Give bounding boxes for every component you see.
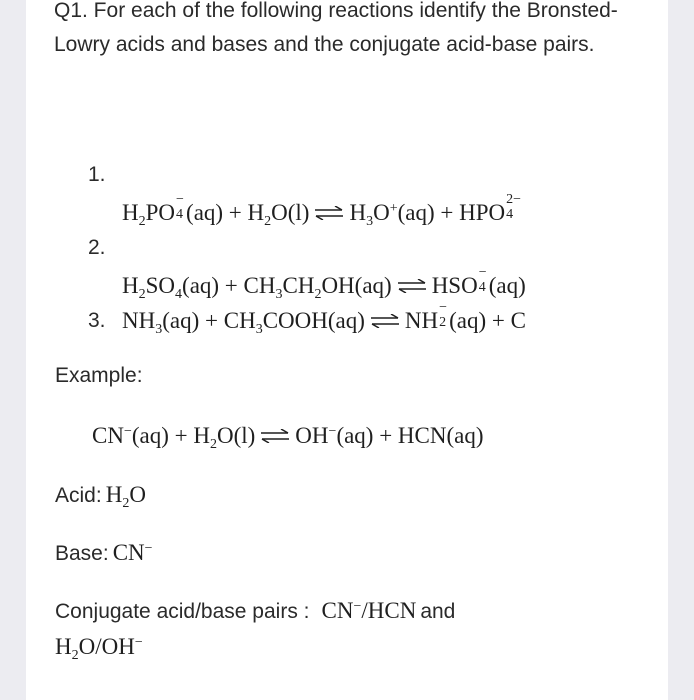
equilibrium-arrow-icon bbox=[370, 314, 400, 328]
pairs-and: and bbox=[420, 600, 456, 623]
pairs-line bbox=[55, 598, 455, 624]
acid-line bbox=[55, 482, 146, 512]
question-text: Q1. For each of the following reactions identify the Bronsted-Lowry acids and bases and the conjugate acid-base pairs. bbox=[54, 0, 618, 56]
reaction-3-number: 3. bbox=[88, 309, 106, 332]
reaction-2-number: 2. bbox=[88, 236, 106, 259]
example-equation: $CN^-(aq) + H_2O(l)$ OH−(aq) + HCN(aq) bbox=[92, 423, 484, 453]
base-formula: CN− bbox=[112, 540, 153, 565]
document-page bbox=[26, 0, 668, 700]
reaction-2-equation: $H_2SO_4(aq) + CH_3CH_2OH(aq)$ HSO − 4 (aq) bbox=[122, 265, 526, 303]
example-heading: Example: bbox=[55, 364, 143, 387]
pairs-formula-2: $H_2O/OH^-$ bbox=[55, 634, 143, 664]
acid-formula: $H_2O$ bbox=[105, 482, 146, 512]
equilibrium-arrow-icon bbox=[314, 206, 344, 220]
reaction-3-equation: $NH_3(aq)$ + $CH_3COOH(aq)$ NH − 2 (aq) + C bbox=[122, 300, 526, 338]
equilibrium-arrow-icon bbox=[260, 429, 290, 443]
pairs-formula-1: CN−/HCN bbox=[321, 598, 417, 623]
pairs-label: Conjugate acid/base pairs : bbox=[55, 600, 310, 623]
reaction-1-equation: $H_2PO$ − 4 $(aq) + H_2O(l)$ $H_3O^+(aq)$ + HPO 2− 4 bbox=[122, 192, 522, 230]
base-label: Base: bbox=[55, 542, 109, 565]
acid-label: Acid: bbox=[55, 484, 102, 507]
equilibrium-arrow-icon bbox=[397, 279, 427, 293]
reaction-1-number: 1. bbox=[88, 163, 106, 186]
base-line bbox=[55, 540, 153, 566]
